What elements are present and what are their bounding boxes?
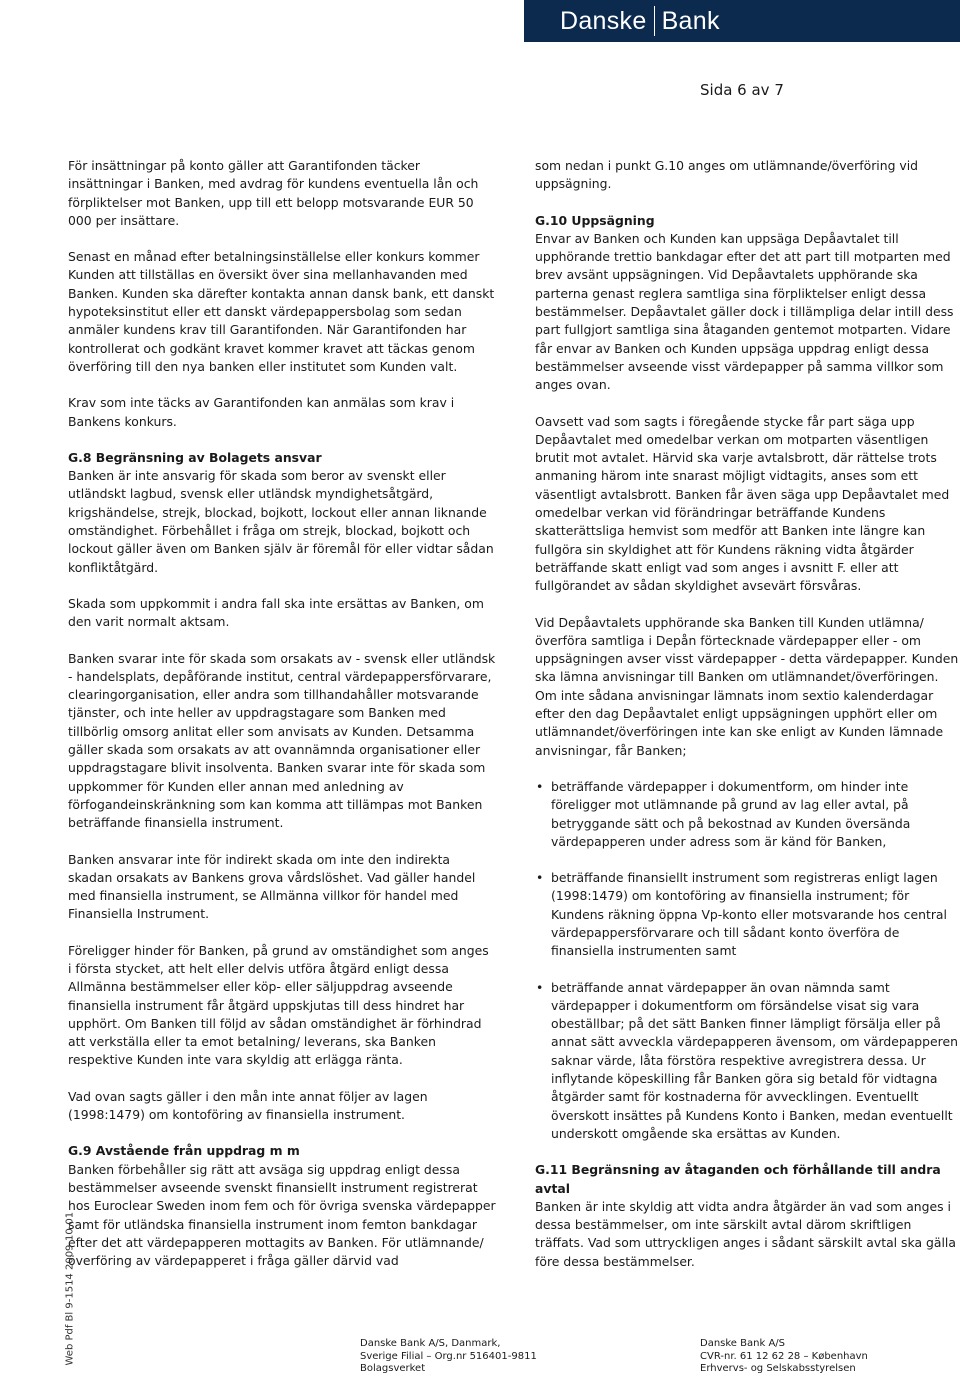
- section-heading-g10: G.10 Uppsägning: [535, 212, 655, 228]
- list-item: • beträffande annat värdepapper än ovan nämnda samt värdepapper i dokumentform om försändelse visat sig vara obeställbar; på det sätt Banken finner lämpligt försälja eller på annat sätt avveckla värdepapperen ävensom, om värdepapperen saknar värde, låta förstöra respektive avregistrera dessa. Ur inflytande köpeskilling får Banken göra sig betald för vidtagna åtgärder samt för kostnaderna för avvecklingen. Eventuellt överskott insättes på Kundens Konto i Banken, medan eventuellt underskott omgående ska ersättas av Kunden.: [551, 979, 960, 1144]
- logo-word-danske: Danske: [560, 6, 647, 35]
- footer-line: Bolagsverket: [360, 1363, 426, 1374]
- document-code: Web Pdf Bl 9-1514 2009-10-01: [64, 1211, 76, 1366]
- list-item: • beträffande finansiellt instrument som registreras enligt lagen (1998:1479) om kontoföring av finansiella instrument; för Kundens räkning öppna Vp-konto eller motsvarande hos central värdepappersförvarare och till sådant konto överföra de finansiella instrumenten samt: [551, 869, 960, 960]
- paragraph: Senast en månad efter betalningsinställelse eller konkurs kommer Kunden att tillställas en översikt över sina mellanhavanden med Banken. Kunden ska därefter kontakta annan dansk bank, ett danskt hypoteksinstitut eller ett danskt värdepappersbolag som sedan anmäler kundens krav till Garantifonden. När Garantifonden har kontrollerat och godkänt kravet kommer kravet att täckas genom överföring till den nya banken eller institutet som Kunden valt.: [68, 249, 495, 374]
- right-column: [535, 157, 960, 1289]
- paragraph: Föreligger hinder för Banken, på grund av omständighet som anges i första stycket, att helt eller delvis utföra åtgärd enligt dessa Allmänna bestämmelser eller köp- eller säljuppdrag avseende finansiella instrument får åtgärd uppskjutas till dess hindret har upphört. Om Banken till följd av sådan omständighet är förhindrad att verkställa eller ta emot betalning/ leverans, ska Banken respektive Kunden inte vara skyldig att erlägga ränta.: [68, 942, 489, 1068]
- bullet-list: [535, 778, 960, 1143]
- paragraph: som nedan i punkt G.10 anges om utlämnande/överföring vid uppsägning.: [535, 158, 919, 192]
- section-heading-g11: G.11 Begränsning av åtaganden och förhållande till andra avtal: [535, 1162, 941, 1196]
- logo-word-bank: Bank: [661, 6, 720, 35]
- paragraph: Banken är inte skyldig att vidta andra åtgärder än vad som anges i dessa bestämmelser, om inte särskilt avtal därom skriftligen träffats. Vad som uttryckligen anges i sådant särskilt avtal ska gälla före dessa bestämmelser.: [535, 1198, 956, 1269]
- footer-line: CVR-nr. 61 12 62 28 – København: [700, 1350, 868, 1362]
- paragraph: Vid Depåavtalets upphörande ska Banken till Kunden utlämna/överföra samtliga i Depån förtecknade värdepapper eller - om uppsägningen avser visst värdepapper - detta värdepapper. Kunden ska lämna anvisningar till Banken om utlämnandet/överföringen. Om inte sådana anvisningar lämnats inom sextio kalenderdagar efter den dag Depåavtalet enligt uppsägningen upphört eller om utlämnandet/överföringen inte kan ske enligt av Kunden lämnade anvisningar, får Banken;: [535, 614, 959, 758]
- paragraph: Krav som inte täcks av Garantifonden kan anmälas som krav i Bankens konkurs.: [68, 395, 455, 429]
- paragraph: Skada som uppkommit i andra fall ska inte ersättas av Banken, om den varit normalt aktsam.: [68, 595, 484, 630]
- paragraph: Banken förbehåller sig rätt att avsäga sig uppdrag enligt dessa bestämmelser avseende svenskt finansiellt instrument registrerat hos Euroclear Sweden inom fem och för övriga svenska värdepapper samt för utländska finansiella instrument inom femton bankdagar efter det att värdepapperen mottagits av Banken. För utlämnande/överföring av värdepapperet i fråga gäller därvid vad: [68, 1161, 496, 1269]
- paragraph: Banken svarar inte för skada som orsakats av - svensk eller utländsk - handelsplats, depåförande institut, central värdepappersförvarare, clearingorganisation, eller andra som tillhandahåller motsvarande tjänster, och inte heller av uppdragstagare som Banken med tillbörlig omsorg anlitat eller som anvisats av Kunden. Detsamma gäller skada som orsakats av att ovannämnda organisationer eller uppdragstagare blivit insolventa. Banken svarar inte för skada som uppkommer för Kunden eller annan med anledning av förfogandeinskränkning som kan komma att tillämpas mot Banken beträffande finansiella instrument.: [68, 650, 496, 831]
- footer-line: Erhvervs- og Selskabsstyrelsen: [700, 1363, 856, 1374]
- paragraph: Banken ansvarar inte för indirekt skada om inte den indirekta skadan orsakats av Bankens grova vårdslöshet. Vad gäller handel med finansiella instrument, se Allmänna villkor för handel med Finansiella Instrument.: [68, 851, 476, 922]
- paragraph: För insättningar på konto gäller att Garantifonden täcker insättningar i Banken, med avdrag för kundens eventuella lån och förpliktelser mot Banken, upp till ett belopp motsvarande EUR 50 000 per insättare.: [68, 158, 479, 228]
- logo-divider: [654, 6, 655, 36]
- footer-address-sweden: [360, 1338, 537, 1376]
- section-heading-g8: G.8 Begränsning av Bolagets ansvar: [68, 449, 322, 465]
- paragraph: Banken är inte ansvarig för skada som beror av svenskt eller utländskt lagbud, svensk eller utländsk myndighetsåtgärd, krigshändelse, strejk, blockad, bojkott, lockout eller annan liknande omständighet. Förbehållet i fråga om strejk, blockad, bojkott och lockout gäller även om Banken själv är föremål för eller vidtar sådan konfliktåtgärd.: [68, 468, 494, 575]
- footer-address-denmark: [700, 1338, 868, 1376]
- list-item: • beträffande värdepapper i dokumentform, om hinder inte föreligger mot utlämnande på grund av lag eller avtal, på betryggande sätt och på bekostnad av Kunden översända värdepapperen under adress som är känd för Banken,: [551, 778, 960, 851]
- footer-line: Sverige Filial – Org.nr 516401-9811: [360, 1350, 537, 1362]
- section-heading-g9: G.9 Avstående från uppdrag m m: [68, 1143, 300, 1159]
- danske-bank-logo: [524, 0, 960, 42]
- paragraph: Envar av Banken och Kunden kan uppsäga Depåavtalet till upphörande trettio bankdagar efter det att part till motparten med brev avsänt uppsägningen. Vid Depåavtalets upphörande ska parterna genast reglera samtliga sina förpliktelser enligt dessa bestämmelser. Depåavtalet gäller dock i tillämpliga delar intill dess part fullgjort samtliga sina åtaganden gentemot motparten. Vidare får envar av Banken och Kunden uppsäga uppdrag enligt dessa bestämmelser avseende visst värdepapper på samma villkor som anges ovan.: [535, 230, 954, 393]
- footer-line: Danske Bank A/S: [700, 1338, 785, 1349]
- footer-line: Danske Bank A/S, Danmark,: [360, 1338, 501, 1349]
- page-number: Sida 6 av 7: [700, 81, 784, 99]
- paragraph: Oavsett vad som sagts i föregående stycke får part säga upp Depåavtalet med omedelbar verkan om motparten väsentligen brutit mot avtalet. Härvid ska varje avtalsbrott, där rättelse trots anmaning härom inte snarast möjligt vidtagits, anses som ett väsentligt avtalsbrott. Banken får även säga upp Depåavtalet med omedelbar verkan vid förändringar beträffande Kundens skatterättsliga hemvist som medför att Banken inte längre kan fullgöra sin skyldighet att för Kundens räkning vidta åtgärder beträffande skatt enligt vad som anges i avsnitt F. eller att fullgörandet av sådan skyldighet avsevärt försvåras.: [535, 413, 950, 594]
- left-column: [68, 157, 496, 1288]
- paragraph: Vad ovan sagts gäller i den mån inte annat följer av lagen (1998:1479) om kontoföring av finansiella instrument.: [68, 1088, 428, 1123]
